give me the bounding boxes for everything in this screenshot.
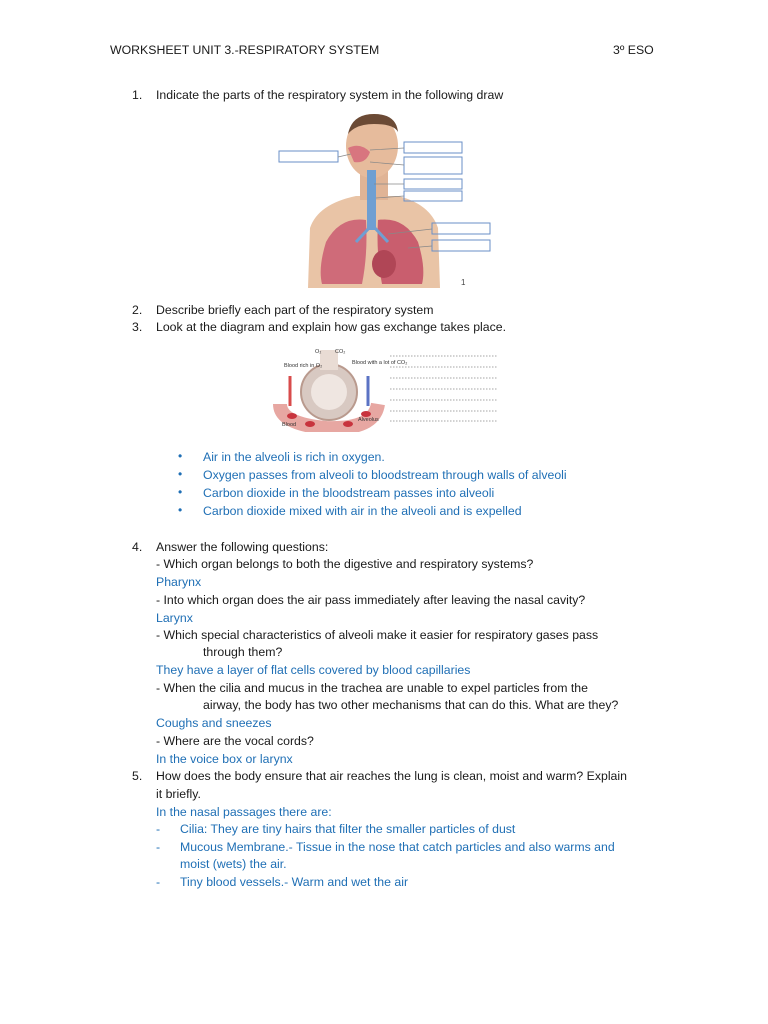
question-4-cont: airway, the body has two other mechanisms that can do this. What are they? [203, 698, 619, 712]
q5-number: 5. [132, 769, 143, 783]
answer-2: Larynx [156, 611, 193, 625]
question-3: - Which special characteristics of alveoli make it easier for respiratory gases pass [156, 628, 599, 642]
q2-text: Describe briefly each part of the respiratory system [156, 303, 434, 317]
dash-marker: - [156, 875, 161, 889]
q5-answer-1: Cilia: They are tiny hairs that filter the smaller particles of dust [180, 822, 516, 836]
gas-exchange-answer-4: Carbon dioxide mixed with air in the alveoli and is expelled [203, 504, 522, 518]
svg-text:O₂: O₂ [315, 349, 322, 355]
q1-text: Indicate the parts of the respiratory system in the following draw [156, 88, 504, 102]
q5-answer-3: Tiny blood vessels.- Warm and wet the air [180, 875, 409, 889]
bullet-marker: • [178, 485, 183, 499]
q5-answer-intro: In the nasal passages there are: [156, 805, 332, 819]
q4-text: Answer the following questions: [156, 540, 329, 554]
q1-number: 1. [132, 88, 143, 102]
svg-text:CO₂: CO₂ [335, 349, 346, 355]
q5-answer-2: Mucous Membrane.- Tissue in the nose that catch particles and also warms and [180, 840, 615, 854]
gas-exchange-answer-1: Air in the alveoli is rich in oxygen. [203, 450, 385, 464]
svg-text:Blood with a lot of CO₂: Blood with a lot of CO₂ [352, 360, 408, 366]
q5-text: How does the body ensure that air reaches the lung is clean, moist and warm? Explain [156, 769, 627, 783]
question-1: - Which organ belongs to both the digestive and respiratory systems? [156, 557, 534, 571]
gas-exchange-answer-2: Oxygen passes from alveoli to bloodstream through walls of alveoli [203, 468, 567, 482]
worksheet-title: WORKSHEET UNIT 3.-RESPIRATORY SYSTEM [110, 43, 380, 57]
svg-text:Blood rich in O₂: Blood rich in O₂ [284, 363, 323, 369]
answer-4: Coughs and sneezes [156, 716, 272, 730]
course-level: 3º ESO [613, 43, 654, 57]
svg-text:Alveolus: Alveolus [358, 417, 379, 423]
gas-exchange-answer-3: Carbon dioxide in the bloodstream passes into alveoli [203, 486, 495, 500]
question-2: - Into which organ does the air pass immediately after leaving the nasal cavity? [156, 593, 586, 607]
q3-number: 3. [132, 320, 143, 334]
question-3-cont: through them? [203, 645, 283, 659]
respiratory-system-figure [248, 108, 520, 288]
question-5: - Where are the vocal cords? [156, 734, 314, 748]
q2-number: 2. [132, 303, 143, 317]
gas-exchange-diagram [262, 344, 508, 432]
svg-text:Blood: Blood [282, 422, 297, 428]
q5-text-cont: it briefly. [156, 787, 201, 801]
dash-marker: - [156, 840, 161, 854]
dash-marker: - [156, 822, 161, 836]
bullet-marker: • [178, 503, 183, 517]
bullet-marker: • [178, 449, 183, 463]
q4-number: 4. [132, 540, 143, 554]
answer-3: They have a layer of flat cells covered by blood capillaries [156, 663, 471, 677]
q5-answer-2-cont: moist (wets) the air. [180, 857, 287, 871]
bullet-marker: • [178, 467, 183, 481]
figure-page-mark: 1 [461, 278, 466, 287]
question-4: - When the cilia and mucus in the trachea are unable to expel particles from the [156, 681, 588, 695]
q3-text: Look at the diagram and explain how gas exchange takes place. [156, 320, 507, 334]
answer-5: In the voice box or larynx [156, 752, 293, 766]
answer-1: Pharynx [156, 575, 202, 589]
